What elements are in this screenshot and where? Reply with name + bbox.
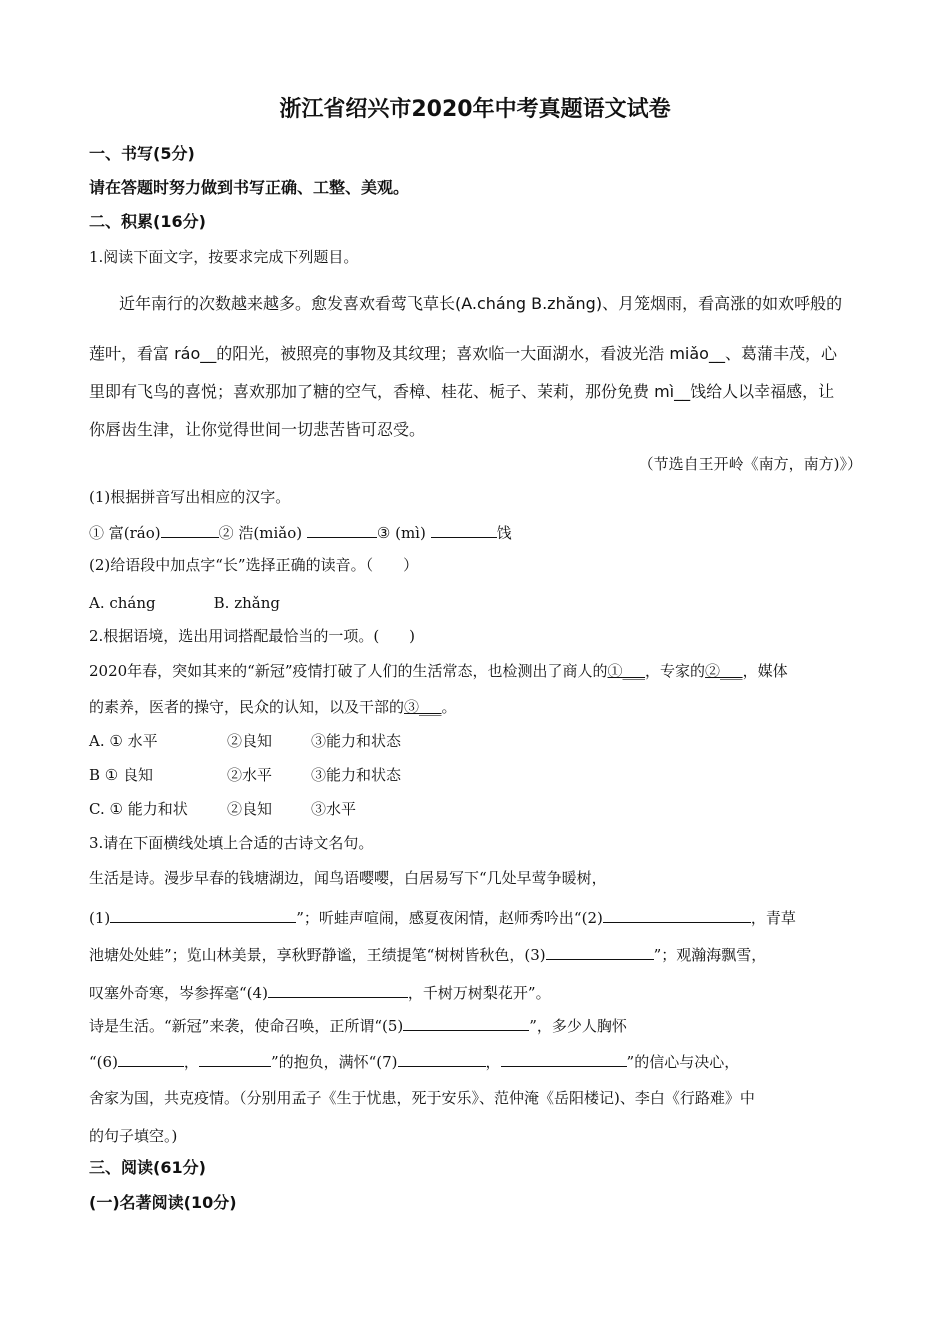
section-3-heading: 三、阅读(61分) (89, 1158, 206, 1177)
sub-question-1-prompt: (1)根据拼音写出相应的汉字。 (89, 488, 291, 506)
answer-blank-miao[interactable] (307, 521, 377, 538)
question-2-text-line (89, 697, 457, 717)
section-3-subheading: (一)名著阅读(10分) (89, 1193, 237, 1212)
q3-text-segment: ，千树万树梨花开”。 (407, 984, 551, 1002)
item-miao-label: ② 浩(miǎo) (218, 524, 303, 542)
q3-text-segment: 叹塞外奇寒，岑参挥毫“(4) (89, 984, 268, 1002)
answer-blank-2[interactable] (603, 906, 751, 923)
q2-text-segment: 2020年春，突如其来的“新冠”疫情打破了人们的生活常态，也检测出了商人的 (89, 662, 608, 680)
q3-text-segment: ”的抱负，满怀“(7) (270, 1053, 398, 1071)
passage-line: 里即有飞鸟的喜悦；喜欢那加了糖的空气，香樟、桂花、栀子、茉莉，那份免费 mì__饯给人以幸福感，让 (89, 382, 835, 401)
option-part: ②水平 (227, 766, 273, 784)
question-2-text-line (89, 661, 788, 681)
section-1-instruction: 请在答题时努力做到书写正确、工整、美观。 (89, 178, 410, 197)
question-3-line (89, 906, 796, 928)
question-3-line: 舍家为国，共克疫情。（分别用孟子《生于忧患，死于安乐》、范仲淹《岳阳楼记)、李白《行路难》中 (89, 1089, 755, 1107)
blank-mark-3: ③___ (404, 698, 442, 716)
option-part: B ① 良知 (89, 766, 154, 784)
option-part: ③能力和状态 (311, 766, 402, 784)
q2-text-segment: ，媒体 (742, 662, 788, 680)
item-rao-label: ① 富(ráo) (89, 524, 161, 542)
q3-text-segment: 池塘处处蛙”；览山林美景，享秋野静谧，王绩提笔“树树皆秋色，(3) (89, 946, 546, 964)
q3-text-segment: ， (485, 1053, 501, 1071)
answer-blank-rao[interactable] (161, 521, 219, 538)
question-3-line: 生活是诗。漫步早春的钱塘湖边，闻鸟语嘤嘤，白居易写下“几处早莺争暖树， (89, 869, 607, 887)
section-2-heading: 二、积累(16分) (89, 212, 206, 231)
answer-blank-1[interactable] (110, 906, 296, 923)
question-3-line (89, 1014, 627, 1036)
passage-source: （节选自王开岭《南方，南方)》） (638, 455, 862, 473)
option-b[interactable] (89, 765, 401, 785)
question-3-line (89, 981, 551, 1003)
answer-blank-mi[interactable] (431, 521, 497, 538)
answer-blank-4[interactable] (268, 981, 408, 998)
section-1-heading: 一、书写(5分) (89, 144, 195, 163)
blank-mark-1: ①___ (607, 662, 646, 680)
passage-line: 你唇齿生津，让你觉得世间一切悲苦皆可忍受。 (89, 420, 426, 439)
q2-text-segment: 的素养，医者的操守，民众的认知，以及干部的 (89, 698, 405, 716)
q3-text-segment: ，青草 (750, 909, 796, 927)
sub-question-2-options (89, 593, 280, 613)
q3-text-segment: ， (183, 1053, 199, 1071)
question-3-prompt: 3.请在下面横线处填上合适的古诗文名句。 (89, 834, 374, 852)
q3-text-segment: ”的信心与决心， (626, 1053, 740, 1071)
item-mi-tail: 饯 (496, 524, 512, 542)
option-a[interactable] (89, 731, 401, 751)
question-3-line: 的句子填空。) (89, 1127, 178, 1145)
q3-text-segment: (1) (89, 909, 111, 927)
answer-blank-7b[interactable] (501, 1050, 627, 1067)
page-title: 浙江省绍兴市2020年中考真题语文试卷 (279, 97, 671, 122)
q3-text-segment: ”；观瀚海飘雪， (653, 946, 767, 964)
option-part: ③能力和状态 (311, 732, 402, 750)
passage-line: 莲叶，看富 ráo__的阳光，被照亮的事物及其纹理；喜欢临一大面湖水，看波光浩 miǎo__、葛蒲丰茂，心 (89, 344, 837, 363)
q3-text-segment: ”，多少人胸怀 (529, 1017, 627, 1035)
answer-blank-3[interactable] (546, 943, 654, 960)
sub-question-2-prompt: (2)给语段中加点字“长”选择正确的读音。（ ） (89, 556, 419, 574)
question-2-prompt: 2.根据语境，选出用词搭配最恰当的一项。( ) (89, 627, 416, 645)
option-part: ③水平 (311, 800, 357, 818)
answer-blank-5[interactable] (403, 1014, 529, 1031)
option-part: C. ① 能力和状 (89, 800, 188, 818)
q3-text-segment: ”；听蛙声喧闹，感夏夜闲情，赵师秀吟出“(2) (296, 909, 603, 927)
sub-question-1-items (89, 521, 512, 543)
option-b[interactable]: B. zhǎng (213, 594, 280, 612)
option-part: ②良知 (227, 800, 273, 818)
answer-blank-7a[interactable] (398, 1050, 486, 1067)
blank-mark-2: ②___ (705, 662, 743, 680)
q2-text-segment: 。 (441, 698, 457, 716)
question-3-line (89, 943, 766, 965)
option-part: A. ① 水平 (89, 732, 158, 750)
option-a[interactable]: A. cháng (89, 594, 156, 612)
answer-blank-6a[interactable] (118, 1050, 184, 1067)
q2-text-segment: ，专家的 (645, 662, 706, 680)
q3-text-segment: 诗是生活。“新冠”来袭，使命召唤，正所谓“(5) (89, 1017, 404, 1035)
question-3-line (89, 1050, 739, 1072)
passage-line: 近年南行的次数越来越多。愈发喜欢看莺飞草长(A.cháng B.zhǎng)、月笼烟雨，看高涨的如欢呼般的 (119, 294, 843, 313)
question-1-prompt: 1.阅读下面文字，按要求完成下列题目。 (89, 248, 359, 266)
q3-text-segment: “(6) (89, 1053, 118, 1071)
answer-blank-6b[interactable] (199, 1050, 271, 1067)
item-mi-label: ③ (mì) (376, 524, 426, 542)
option-part: ②良知 (227, 732, 273, 750)
option-c[interactable] (89, 799, 356, 819)
